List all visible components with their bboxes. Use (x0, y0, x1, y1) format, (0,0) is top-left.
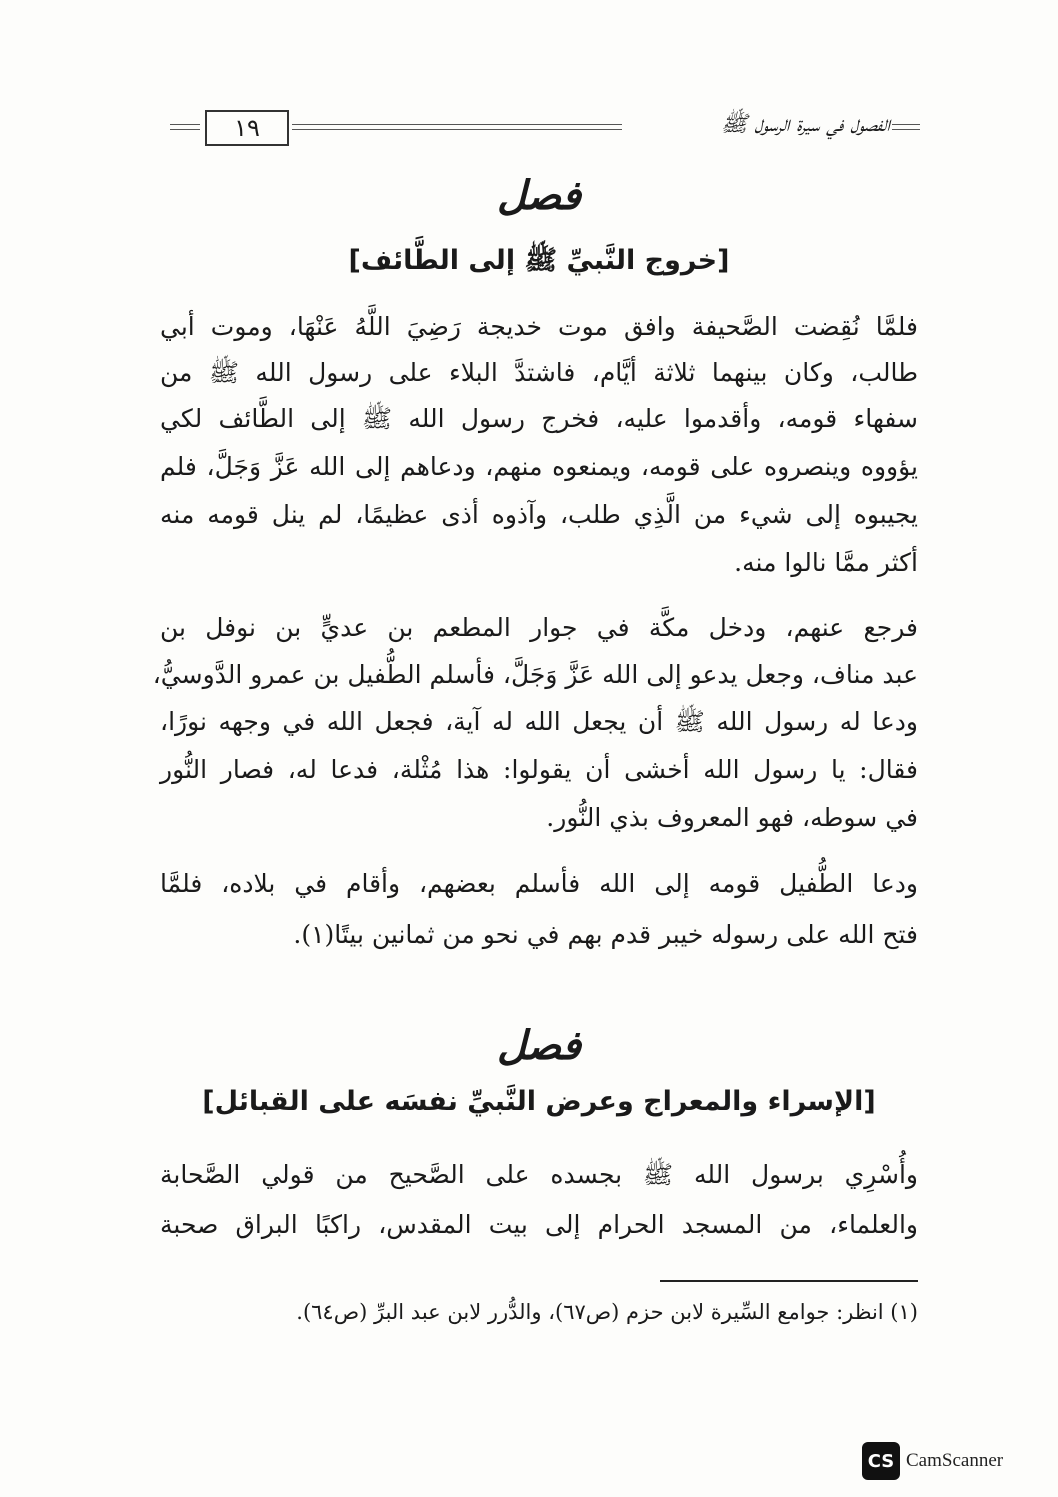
text-line: سفهاء قومه، وأقدموا عليه، فخرج رسول الله ﷺ إلى الطَّائف لكي (160, 404, 918, 433)
text-line: فتح الله على رسوله خيبر قدم بهم في نحو من ثمانين بيتًا(١). (293, 920, 918, 949)
camscanner-logo-icon: CS (862, 1442, 900, 1480)
text-line: أكثر ممَّا نالوا منه. (734, 548, 918, 577)
camscanner-watermark (862, 1442, 1003, 1480)
text-line: ودعا الطُّفيل قومه إلى الله فأسلم بعضهم، وأقام في بلاده، فلمَّا (160, 869, 918, 898)
running-title: الفصول في سيرة الرسول ﷺ (720, 112, 890, 137)
text-line: يؤووه وينصروه على قومه، ويمنعوه منهم، ودعاهم إلى الله عَزَّ وَجَلَّ، فلم (160, 452, 918, 481)
text-line: في سوطه، فهو المعروف بذي النُّور. (546, 803, 918, 832)
page-number: ١٩ (205, 110, 289, 146)
camscanner-text: CamScanner (906, 1450, 1004, 1471)
text-line: فقال: يا رسول الله أخشى أن يقولوا: هذا مُثْلة، فدعا له، فصار النُّور (160, 755, 918, 784)
section-heading: [خروج النَّبيِّ ﷺ إلى الطَّائف] (348, 245, 730, 276)
header-rule (292, 124, 622, 130)
header-rule (892, 124, 920, 130)
text-line: وأُسْرِي برسول الله ﷺ بجسده على الصَّحيح من قولي الصَّحابة (160, 1160, 918, 1189)
text-line: طالب، وكان بينهما ثلاثة أيَّام، فاشتدَّ البلاء على رسول الله ﷺ من (160, 358, 918, 387)
text-line: فلمَّا نُقِضت الصَّحيفة وافق موت خديجة رَضِيَ اللَّهُ عَنْهَا، وموت أبي (160, 312, 918, 341)
text-line: عبد مناف، وجعل يدعو إلى الله عَزَّ وَجَلَّ، فأسلم الطُّفيل بن عمرو الدَّوسيُّ، (152, 660, 918, 689)
text-line: فرجع عنهم، ودخل مكَّة في جوار المطعم بن عديٍّ بن نوفل بن (160, 613, 918, 642)
header-rule (170, 124, 200, 130)
section-label: فصل (496, 1022, 582, 1069)
footnote: (١) انظر: جوامع السِّيرة لابن حزم (ص٦٧)، والدُّرر لابن عبد البرِّ (ص٦٤). (296, 1300, 918, 1324)
section-heading: [الإسراء والمعراج وعرض النَّبيِّ نفسَه على القبائل] (202, 1086, 876, 1117)
section-label: فصل (496, 172, 582, 219)
text-line: يجيبوه إلى شيء من الَّذِي طلب، وآذوه أذى عظيمًا، لم ينل قومه منه (160, 500, 918, 529)
footnote-divider (660, 1280, 918, 1282)
text-line: والعلماء، من المسجد الحرام إلى بيت المقدس، راكبًا البراق صحبة (160, 1210, 918, 1239)
text-line: ودعا له رسول الله ﷺ أن يجعل الله له آية، فجعل الله في وجهه نورًا، (160, 707, 918, 736)
running-header (170, 110, 920, 146)
